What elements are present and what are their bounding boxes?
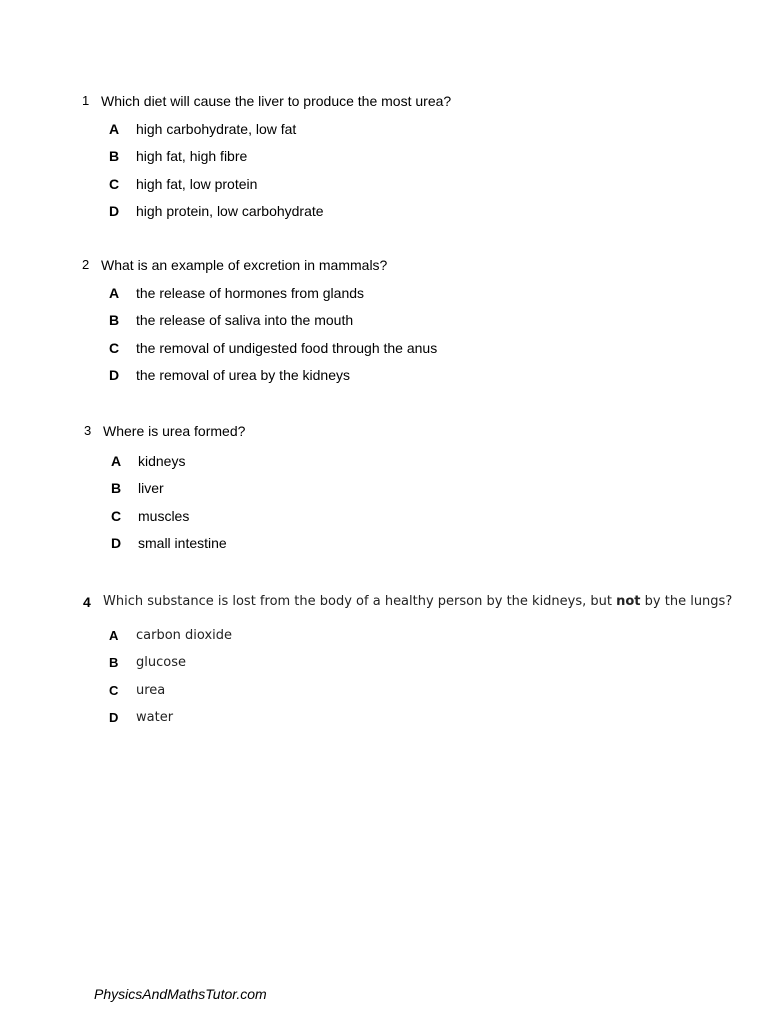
option-text: high carbohydrate, low fat [136, 121, 297, 137]
option-list [0, 285, 768, 394]
question-number: 1 [82, 93, 90, 108]
option-letter: B [109, 312, 120, 329]
option-d [0, 367, 768, 394]
option-c [0, 176, 768, 203]
question-number: 4 [83, 594, 91, 610]
option-c [0, 683, 768, 710]
question-4 [0, 594, 768, 737]
question-text [103, 594, 732, 609]
option-letter: C [111, 507, 122, 524]
option-letter: D [109, 709, 119, 725]
option-text: the release of hormones from glands [136, 285, 365, 301]
option-a [0, 453, 768, 480]
question-header [0, 423, 768, 443]
option-text: the release of saliva into the mouth [136, 312, 354, 329]
question-2 [0, 257, 768, 394]
option-text: water [136, 709, 174, 725]
option-text: the removal of undigested food through the anus [136, 339, 438, 356]
question-number: 2 [82, 257, 90, 272]
question-text: What is an example of excretion in mammals? [101, 257, 388, 273]
option-text: muscles [138, 507, 190, 524]
option-list [0, 121, 768, 230]
option-text: carbon dioxide [136, 628, 233, 643]
option-letter: C [109, 339, 120, 356]
option-text: high fat, low protein [136, 175, 258, 192]
option-text: glucose [136, 655, 186, 671]
question-header [0, 93, 768, 113]
footer-site-name: PhysicsAndMathsTutor.com [94, 986, 267, 1002]
option-text: high protein, low carbohydrate [136, 202, 324, 219]
option-d [0, 203, 768, 230]
option-text: high fat, high fibre [136, 148, 248, 165]
option-list [0, 628, 768, 737]
option-letter: A [109, 121, 120, 137]
option-a [0, 121, 768, 148]
option-text: the removal of urea by the kidneys [136, 366, 351, 383]
option-letter: A [111, 453, 122, 469]
option-b [0, 148, 768, 175]
option-b [0, 480, 768, 507]
option-b [0, 312, 768, 339]
question-text-part: Which substance is lost from the body of a healthy person by the kidneys, but [103, 594, 617, 609]
option-a [0, 285, 768, 312]
option-letter: C [109, 175, 120, 192]
option-text: small intestine [138, 534, 227, 551]
option-letter: A [109, 628, 119, 643]
question-3 [0, 423, 768, 562]
option-text: kidneys [138, 453, 186, 469]
question-header [0, 257, 768, 277]
question-number: 3 [84, 423, 92, 438]
question-text: Where is urea formed? [103, 423, 246, 439]
option-c [0, 340, 768, 367]
question-1 [0, 93, 768, 230]
option-letter: D [109, 366, 120, 383]
question-text-emphasis: not [616, 594, 641, 609]
option-letter: A [109, 285, 120, 301]
option-a [0, 628, 768, 655]
option-d [0, 710, 768, 737]
option-text: liver [138, 480, 164, 497]
option-c [0, 508, 768, 535]
option-letter: B [109, 655, 119, 671]
option-letter: B [111, 480, 122, 497]
option-list [0, 453, 768, 562]
option-d [0, 535, 768, 562]
question-text: Which diet will cause the liver to produce the most urea? [101, 93, 452, 109]
question-header [0, 594, 768, 614]
option-text: urea [136, 682, 166, 698]
option-letter: C [109, 682, 119, 698]
question-text-part: by the lungs? [640, 594, 733, 609]
option-letter: D [111, 534, 122, 551]
option-letter: B [109, 148, 120, 165]
option-letter: D [109, 202, 120, 219]
option-b [0, 655, 768, 682]
